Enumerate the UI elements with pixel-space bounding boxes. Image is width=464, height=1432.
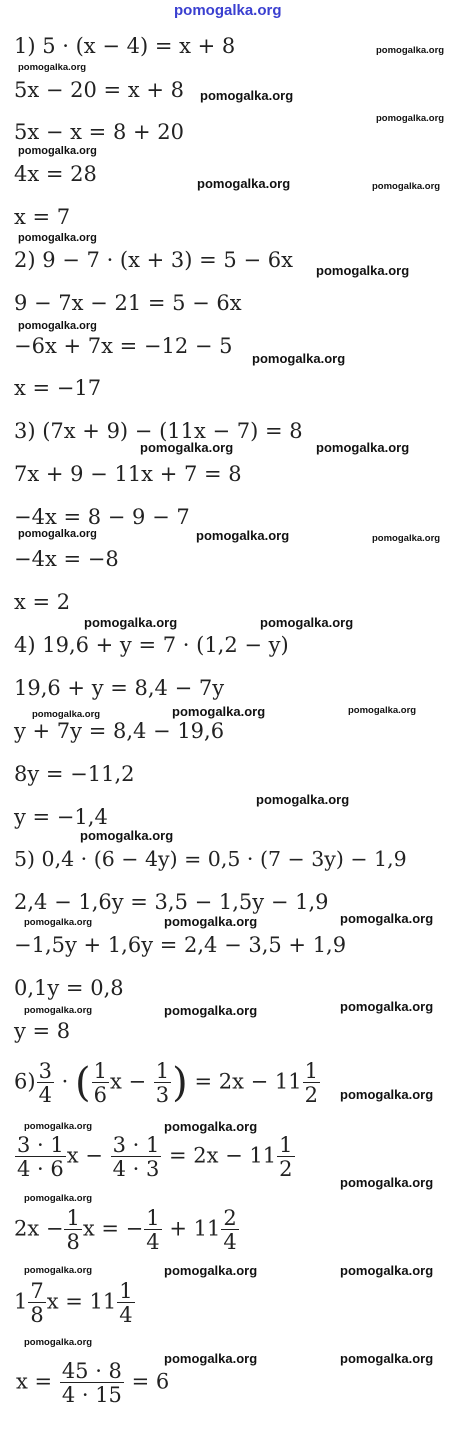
watermark: pomogalka.org	[376, 113, 445, 124]
watermark: pomogalka.org	[164, 1119, 258, 1134]
watermark: pomogalka.org	[340, 999, 434, 1014]
denominator: 4	[146, 1230, 160, 1255]
watermark: pomogalka.org	[24, 1121, 93, 1132]
watermark: pomogalka.org	[18, 145, 97, 157]
watermark: pomogalka.org	[372, 533, 441, 544]
equation-line-fraction	[14, 1134, 296, 1180]
watermark: pomogalka.org	[252, 351, 346, 366]
watermark: pomogalka.org	[200, 88, 294, 103]
expression: x = −	[82, 1216, 144, 1241]
watermark: pomogalka.org	[316, 263, 410, 278]
numerator: 7	[30, 1279, 44, 1303]
equation-line: 5x − 20 = x + 8	[14, 78, 184, 102]
watermark: pomogalka.org	[24, 1337, 93, 1348]
watermark: pomogalka.org	[24, 917, 93, 928]
equation-line: −4x = −8	[14, 547, 119, 571]
watermark-header: pomogalka.org	[174, 2, 282, 19]
numerator: 2	[223, 1206, 237, 1230]
numerator: 1	[146, 1206, 160, 1230]
watermark: pomogalka.org	[164, 1263, 258, 1278]
equation-line: −1,5y + 1,6y = 2,4 − 3,5 + 1,9	[14, 933, 347, 957]
fraction	[28, 1280, 45, 1326]
equation-line: 19,6 + y = 8,4 − 7y	[14, 676, 225, 700]
denominator: 4 · 6	[17, 1157, 64, 1182]
denominator: 4 · 15	[61, 1383, 122, 1408]
numerator: 3 · 1	[112, 1133, 160, 1157]
watermark: pomogalka.org	[260, 615, 354, 630]
equation-line: −6x + 7x = −12 − 5	[14, 334, 233, 358]
watermark: pomogalka.org	[32, 709, 101, 720]
expression: + 11	[169, 1216, 221, 1241]
denominator: 8	[66, 1230, 80, 1255]
equation-line: 1) 5 · (x − 4) = x + 8	[14, 34, 236, 58]
watermark: pomogalka.org	[340, 1175, 434, 1190]
denominator: 3	[155, 1083, 170, 1108]
watermark: pomogalka.org	[18, 320, 97, 332]
numerator: 1	[155, 1059, 170, 1083]
watermark: pomogalka.org	[80, 828, 174, 843]
denominator: 8	[30, 1303, 44, 1328]
numerator: 1	[304, 1059, 318, 1083]
fraction	[111, 1134, 162, 1180]
fraction	[60, 1360, 124, 1406]
fraction	[37, 1060, 54, 1106]
expression: x −	[66, 1143, 103, 1168]
equation-line: 8y = −11,2	[14, 762, 135, 786]
equation-line: x = 7	[14, 205, 71, 229]
denominator: 2	[279, 1157, 293, 1182]
denominator: 2	[304, 1083, 318, 1108]
equation-line: y + 7y = 8,4 − 19,6	[14, 719, 225, 743]
watermark: pomogalka.org	[164, 914, 258, 929]
equation-line: 5) 0,4 · (6 − 4y) = 0,5 · (7 − 3y) − 1,9	[14, 847, 407, 871]
numerator: 3	[38, 1059, 52, 1083]
equation-line-fraction	[14, 1060, 321, 1106]
equation-line: 7x + 9 − 11x + 7 = 8	[14, 462, 242, 486]
denominator: 6	[93, 1083, 107, 1108]
expression: 2x −	[14, 1216, 64, 1241]
watermark: pomogalka.org	[340, 911, 434, 926]
equation-line-fraction	[14, 1280, 136, 1326]
expression: = 2x − 11	[194, 1069, 302, 1094]
watermark: pomogalka.org	[18, 62, 87, 73]
fraction	[277, 1134, 294, 1180]
equation-line: 5x − x = 8 + 20	[14, 120, 184, 144]
expression: x −	[109, 1069, 147, 1094]
expression: = 6	[131, 1369, 170, 1394]
watermark: pomogalka.org	[340, 1263, 434, 1278]
paren-left: (	[75, 1060, 91, 1107]
whole-part: 1	[14, 1289, 28, 1314]
watermark: pomogalka.org	[340, 1351, 434, 1366]
fraction	[117, 1280, 134, 1326]
numerator: 3 · 1	[17, 1133, 64, 1157]
problem-label: 6)	[14, 1069, 36, 1094]
expression: = 2x − 11	[169, 1143, 277, 1168]
equation-line: y = 8	[14, 1019, 71, 1043]
denominator: 4	[38, 1083, 52, 1108]
fraction	[64, 1207, 81, 1253]
numerator: 1	[279, 1133, 293, 1157]
fraction	[144, 1207, 161, 1253]
equation-line: −4x = 8 − 9 − 7	[14, 505, 190, 529]
watermark: pomogalka.org	[24, 1193, 93, 1204]
denominator: 4 · 3	[112, 1157, 160, 1182]
watermark: pomogalka.org	[24, 1005, 93, 1016]
denominator: 4	[119, 1303, 133, 1328]
watermark: pomogalka.org	[140, 440, 234, 455]
watermark: pomogalka.org	[256, 792, 350, 807]
fraction	[221, 1207, 238, 1253]
watermark: pomogalka.org	[197, 176, 291, 191]
fraction	[15, 1134, 66, 1180]
equation-line-fraction	[14, 1207, 240, 1253]
denominator: 4	[223, 1230, 237, 1255]
equation-line: x = 2	[14, 590, 71, 614]
equation-line-fraction	[16, 1360, 169, 1406]
paren-right: )	[172, 1060, 188, 1107]
fraction	[303, 1060, 320, 1106]
watermark: pomogalka.org	[164, 1003, 258, 1018]
equation-line: 0,1y = 0,8	[14, 976, 124, 1000]
numerator: 45 · 8	[61, 1359, 122, 1383]
watermark: pomogalka.org	[372, 181, 441, 192]
equation-line: x = −17	[14, 376, 102, 400]
watermark: pomogalka.org	[18, 232, 97, 244]
numerator: 1	[66, 1206, 80, 1230]
numerator: 1	[93, 1059, 107, 1083]
watermark: pomogalka.org	[316, 440, 410, 455]
watermark: pomogalka.org	[24, 1265, 93, 1276]
watermark: pomogalka.org	[196, 528, 290, 543]
watermark: pomogalka.org	[172, 704, 266, 719]
numerator: 1	[119, 1279, 133, 1303]
equation-line: 4x = 28	[14, 162, 97, 186]
expression: x = 11	[46, 1289, 117, 1314]
equation-line: 4) 19,6 + y = 7 · (1,2 − y)	[14, 633, 289, 657]
watermark: pomogalka.org	[84, 615, 178, 630]
fraction	[154, 1060, 171, 1106]
watermark: pomogalka.org	[348, 705, 417, 716]
equation-line: 9 − 7x − 21 = 5 − 6x	[14, 291, 242, 315]
equation-line: y = −1,4	[14, 805, 108, 829]
expression: x =	[16, 1369, 53, 1394]
watermark: pomogalka.org	[340, 1087, 434, 1102]
watermark: pomogalka.org	[164, 1351, 258, 1366]
equation-line: 2,4 − 1,6y = 3,5 − 1,5y − 1,9	[14, 890, 329, 914]
operator: ·	[61, 1069, 69, 1094]
equation-line: 3) (7x + 9) − (11x − 7) = 8	[14, 419, 303, 443]
watermark: pomogalka.org	[18, 528, 97, 540]
equation-line: 2) 9 − 7 · (x + 3) = 5 − 6x	[14, 248, 293, 272]
fraction	[92, 1060, 109, 1106]
watermark: pomogalka.org	[376, 45, 445, 56]
